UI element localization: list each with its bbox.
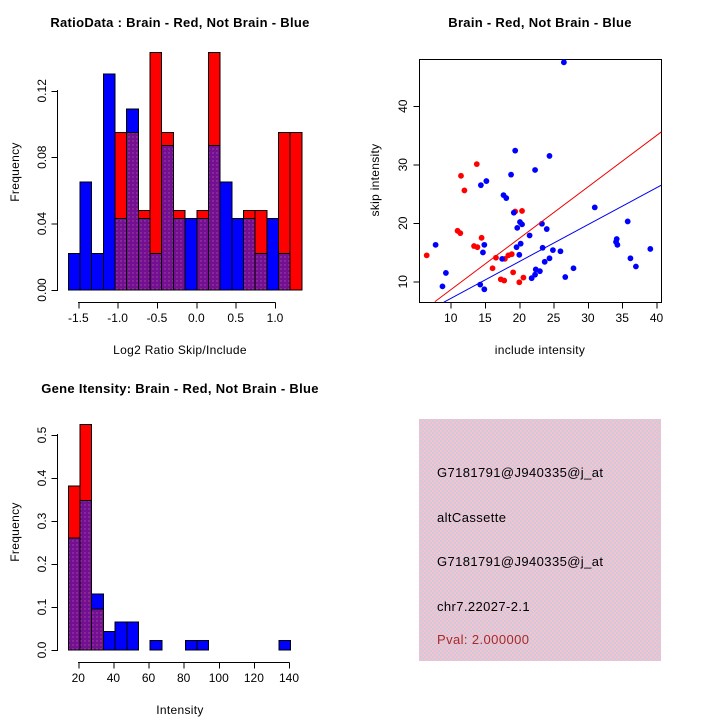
- y-tick-label: 0.04: [35, 211, 49, 236]
- data-point: [516, 279, 522, 285]
- histogram-bar-top: [279, 132, 291, 253]
- x-tick-labels: [72, 671, 300, 685]
- histogram-bar: [103, 74, 115, 290]
- data-point: [478, 182, 484, 188]
- data-point: [511, 210, 517, 216]
- y-tick-label: 0.0: [35, 641, 49, 659]
- intensity-scatter-plot: [360, 0, 720, 360]
- data-point: [514, 244, 520, 250]
- data-point: [532, 167, 538, 173]
- data-point: [537, 268, 543, 274]
- x-tick-label: 120: [243, 671, 264, 685]
- chart-title: Gene Itensity: Brain - Red, Not Brain - Blue: [41, 381, 319, 396]
- data-point: [443, 270, 449, 276]
- y-tick-label: 0.3: [35, 512, 49, 530]
- ratio-histogram-plot: [0, 0, 360, 360]
- x-tick-label: 1.0: [266, 311, 284, 325]
- histogram-bar-top: [255, 210, 267, 253]
- histogram-bar: [103, 632, 115, 650]
- x-tick-label: 40: [106, 671, 121, 685]
- data-point: [544, 226, 550, 232]
- chart-title: Brain - Red, Not Brain - Blue: [448, 15, 632, 30]
- x-tick-label: -0.5: [146, 311, 168, 325]
- histogram-bar: [197, 641, 209, 650]
- histogram-bar: [290, 132, 302, 290]
- data-point: [503, 195, 509, 201]
- splice-type-line: altCassette: [437, 510, 507, 525]
- histogram-bar-top: [115, 132, 127, 218]
- x-tick-label: 35: [615, 311, 629, 325]
- histogram-bar-overlap: [173, 219, 185, 290]
- x-tick-label: 20: [71, 671, 85, 685]
- histogram-bar: [68, 253, 80, 290]
- data-point: [509, 251, 515, 257]
- x-tick-label: 80: [176, 671, 191, 685]
- data-point: [475, 244, 481, 250]
- y-tick-label: 0.4: [35, 469, 49, 487]
- histogram-bar-overlap: [92, 609, 104, 650]
- histogram-bar-overlap: [279, 253, 291, 290]
- y-tick-labels: [35, 79, 49, 302]
- histogram-bar-overlap: [197, 219, 209, 290]
- x-tick-label: -1.5: [67, 311, 89, 325]
- y-tick-label: 0.08: [35, 145, 49, 169]
- x-axis: [78, 663, 290, 669]
- x-tick-label: 60: [141, 671, 156, 685]
- y-tick-label: 20: [396, 216, 410, 230]
- probe-id-line-2: G7181791@J940335@j_at: [437, 554, 604, 569]
- data-point: [547, 153, 553, 159]
- x-tick-label: 40: [649, 311, 664, 325]
- y-tick-labels: [35, 426, 49, 658]
- x-tick-label: 0.5: [227, 311, 245, 325]
- histogram-bar-overlap: [80, 500, 92, 650]
- histogram-bar: [267, 219, 279, 290]
- y-axis: [52, 434, 58, 651]
- histogram-bar: [115, 622, 127, 650]
- x-tick-label: 25: [546, 311, 561, 325]
- data-point: [561, 59, 567, 65]
- data-point: [516, 252, 522, 258]
- histogram-bar-overlap: [244, 219, 256, 290]
- data-point: [592, 205, 598, 211]
- y-tick-label: 0.12: [35, 79, 49, 103]
- data-point: [508, 172, 514, 178]
- data-point: [558, 248, 564, 254]
- data-point: [521, 275, 527, 281]
- histogram-bar: [220, 182, 232, 290]
- data-point: [614, 242, 620, 248]
- data-point: [571, 265, 577, 271]
- data-point: [501, 278, 507, 284]
- gene-intensity-histogram-plot: [0, 360, 360, 720]
- not-brain-fit-line: [444, 185, 661, 302]
- histogram-bar-top: [92, 594, 104, 609]
- x-axis-label: Log2 Ratio Skip/Include: [113, 343, 247, 357]
- histogram-bar: [150, 641, 162, 650]
- histogram-bars: [68, 53, 302, 290]
- y-tick-label: 0.00: [35, 278, 49, 302]
- y-axis-label: Frequency: [8, 142, 22, 202]
- y-axis: [52, 90, 58, 291]
- histogram-bar-overlap: [68, 538, 80, 650]
- histogram-bar-overlap: [115, 219, 127, 290]
- histogram-bar-top: [80, 425, 92, 501]
- histogram-bar: [232, 219, 244, 290]
- panel-gene-intensity-histogram: [0, 360, 360, 720]
- data-point: [542, 259, 548, 265]
- data-point: [625, 219, 631, 225]
- data-point: [462, 188, 468, 194]
- histogram-bar: [92, 253, 104, 290]
- plot-box: [420, 60, 662, 303]
- histogram-bar: [127, 622, 139, 650]
- histogram-bar-top: [138, 210, 150, 218]
- data-point: [550, 247, 556, 253]
- histogram-bar-top: [127, 109, 139, 132]
- data-point: [483, 178, 489, 184]
- histogram-bar-overlap: [150, 253, 162, 290]
- y-tick-label: 0.2: [35, 555, 49, 573]
- data-point: [547, 255, 553, 261]
- histogram-bar-overlap: [208, 146, 220, 290]
- x-tick-labels: [68, 311, 284, 325]
- data-point: [628, 255, 634, 261]
- data-point: [433, 242, 439, 248]
- data-point: [519, 208, 525, 214]
- histogram-bar-top: [173, 210, 185, 218]
- histogram-bar-overlap: [127, 132, 139, 290]
- x-tick-label: 0.0: [187, 311, 205, 325]
- info-card: [419, 419, 661, 661]
- chromosome-line: chr7.22027-2.1: [437, 599, 531, 614]
- y-axis-label: Frequency: [8, 502, 22, 562]
- x-tick-label: 20: [512, 311, 526, 325]
- x-tick-label: 30: [581, 311, 595, 325]
- y-tick-label: 0.5: [35, 426, 49, 444]
- x-axis-label: include intensity: [494, 343, 586, 357]
- y-tick-label: 40: [396, 99, 410, 113]
- histogram-bar-overlap: [138, 219, 150, 290]
- histogram-bar-top: [68, 486, 80, 538]
- histogram-bar: [185, 641, 197, 650]
- data-point: [647, 246, 653, 252]
- histogram-bar-top: [162, 132, 174, 145]
- tick-labels: [396, 99, 663, 325]
- y-tick-label: 0.1: [35, 598, 49, 616]
- data-point: [514, 225, 520, 231]
- histogram-bar-top: [150, 53, 162, 254]
- pval-line: Pval: 2.000000: [437, 632, 530, 647]
- data-point: [480, 250, 486, 256]
- x-tick-label: 100: [208, 671, 229, 685]
- data-point: [633, 264, 639, 270]
- x-tick-label: -1.0: [107, 311, 128, 325]
- histogram-bar: [185, 219, 197, 290]
- data-point: [458, 173, 464, 179]
- data-point: [510, 269, 516, 275]
- data-point: [527, 233, 533, 239]
- data-point: [490, 265, 496, 271]
- panel-info-card: [360, 360, 720, 720]
- x-tick-label: 140: [279, 671, 300, 685]
- data-point: [562, 274, 568, 280]
- x-tick-label: 15: [478, 311, 492, 325]
- scatter-points-not-brain: [433, 59, 654, 292]
- data-point: [519, 221, 525, 227]
- histogram-bar: [80, 182, 92, 290]
- histogram-bars: [68, 425, 290, 650]
- x-axis: [78, 303, 276, 309]
- histogram-bar-top: [197, 210, 209, 218]
- data-point: [512, 148, 518, 154]
- x-tick-label: 10: [444, 311, 458, 325]
- y-tick-label: 10: [396, 275, 410, 289]
- data-point: [474, 161, 480, 167]
- y-axis-label: skip intensity: [368, 143, 382, 217]
- data-point: [457, 230, 463, 236]
- histogram-bar: [279, 641, 291, 650]
- histogram-bar-overlap: [255, 253, 267, 290]
- y-tick-label: 30: [396, 158, 410, 172]
- histogram-bar-overlap: [162, 146, 174, 290]
- histogram-bar-top: [244, 210, 256, 218]
- data-point: [440, 283, 446, 289]
- data-point: [499, 256, 505, 262]
- data-point: [479, 235, 485, 241]
- panel-ratio-histogram: [0, 0, 360, 360]
- histogram-bar-top: [208, 53, 220, 146]
- x-axis-label: Intensity: [156, 703, 204, 717]
- data-point: [481, 242, 487, 248]
- probe-id-line: G7181791@J940335@j_at: [437, 465, 604, 480]
- panel-intensity-scatter: [360, 0, 720, 360]
- data-point: [532, 272, 538, 278]
- data-point: [481, 286, 487, 292]
- data-point: [424, 252, 430, 258]
- chart-title: RatioData : Brain - Red, Not Brain - Blue: [50, 15, 310, 30]
